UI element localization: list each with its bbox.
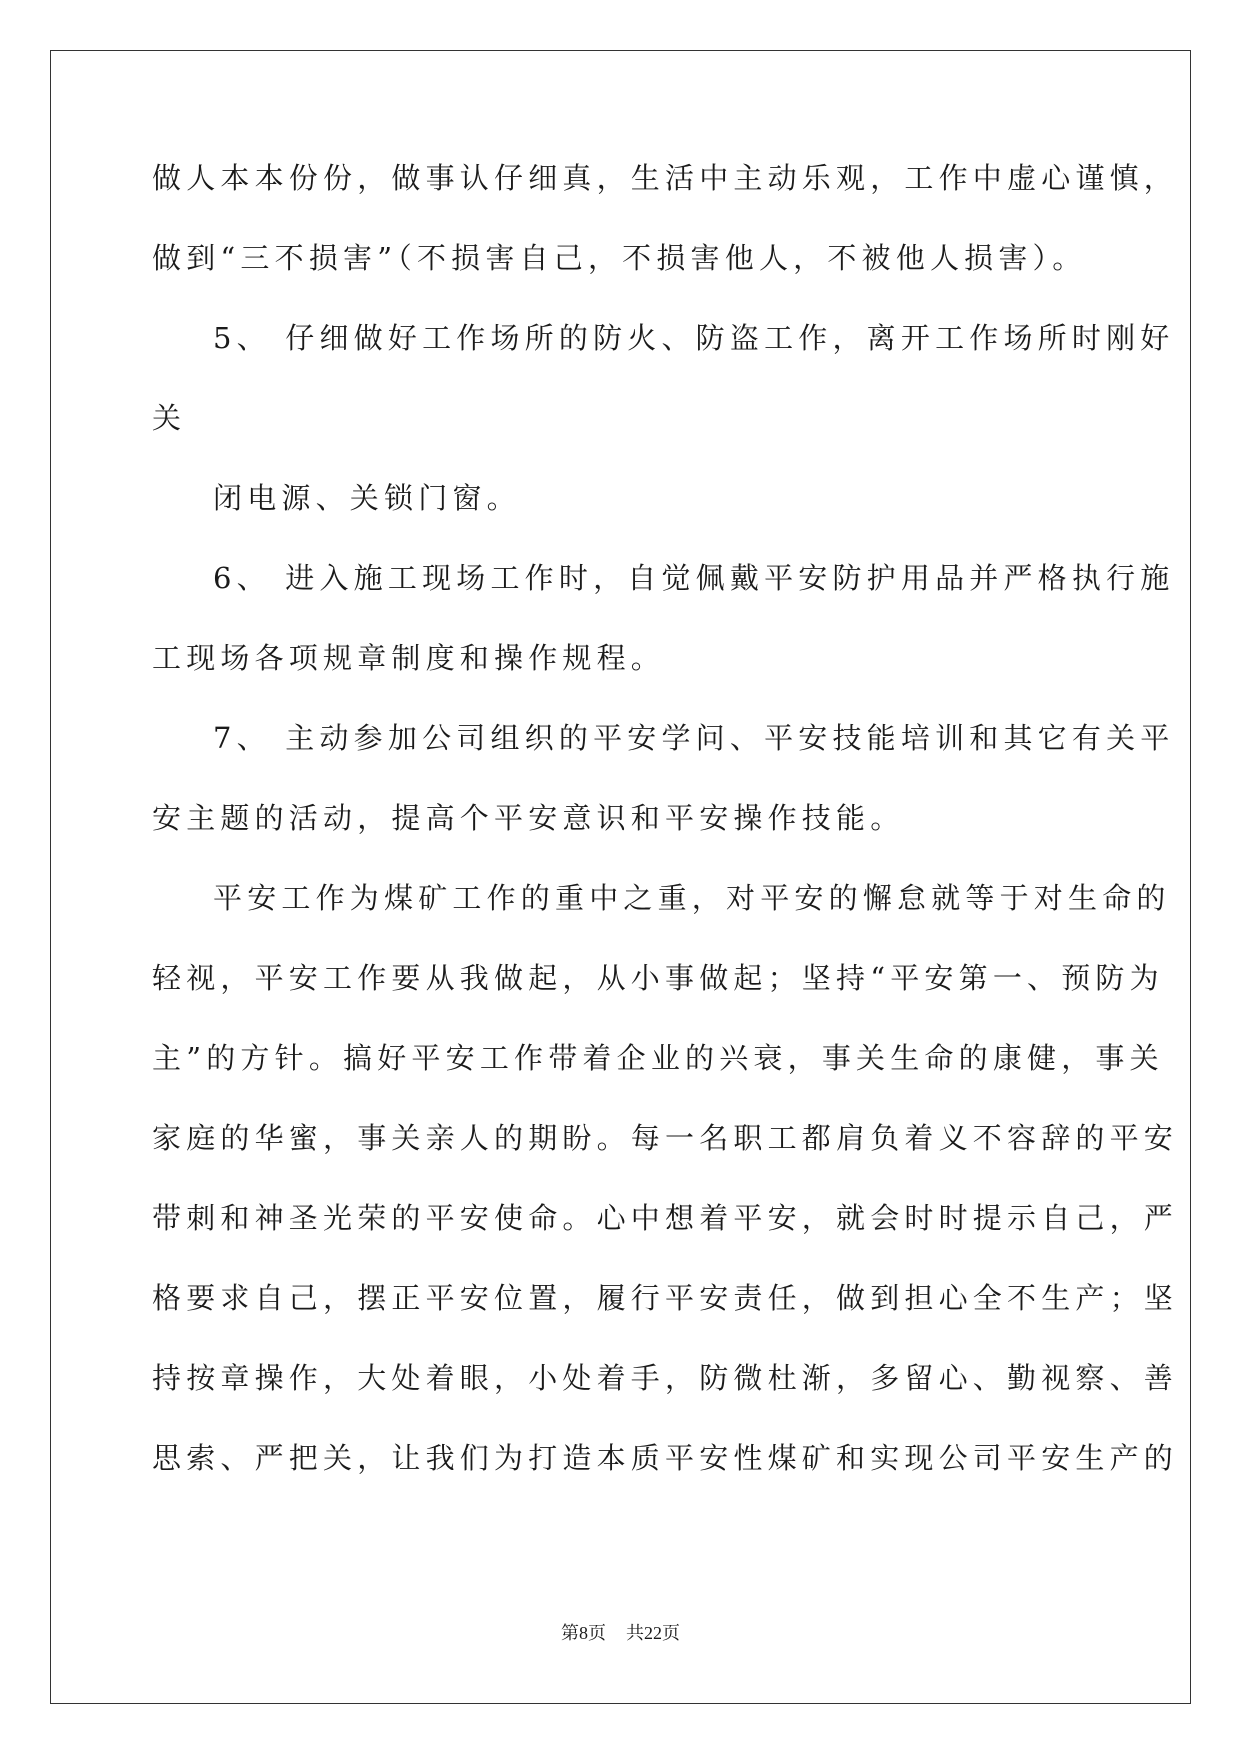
text-line: 轻视，平安工作要从我做起，从小事做起；坚持“平安第一、预防为	[152, 961, 1164, 995]
text-line: 思索、严把关，让我们为打造本质平安性煤矿和实现公司平安生产的	[152, 1441, 1179, 1475]
text-line: 带刺和神圣光荣的平安使命。心中想着平安，就会时时提示自己，严	[152, 1201, 1179, 1235]
page-total: 共22页	[626, 1623, 680, 1643]
text-line: 闭电源、关锁门窗。	[213, 481, 521, 515]
text-line: 做到“三不损害”（不损害自己，不损害他人，不被他人损害）。	[152, 241, 1087, 275]
text-line: 平安工作为煤矿工作的重中之重，对平安的懈怠就等于对生命的	[213, 881, 1171, 915]
text-line: 关	[152, 401, 187, 435]
text-line: 5、 仔细做好工作场所的防火、防盗工作，离开工作场所时刚好	[213, 321, 1175, 355]
page-footer	[0, 1621, 1241, 1645]
text-line: 做人本本份份，做事认仔细真，生活中主动乐观，工作中虚心谨慎，	[152, 161, 1179, 195]
page-number: 第8页	[561, 1623, 606, 1643]
text-line: 主”的方针。搞好平安工作带着企业的兴衰，事关生命的康健，事关	[152, 1041, 1164, 1075]
text-line: 工现场各项规章制度和操作规程。	[152, 641, 666, 675]
text-line: 持按章操作，大处着眼，小处着手，防微杜渐，多留心、勤视察、善	[152, 1361, 1179, 1395]
text-line: 7、 主动参加公司组织的平安学问、平安技能培训和其它有关平	[213, 721, 1175, 755]
text-line: 家庭的华蜜，事关亲人的期盼。每一名职工都肩负着义不容辞的平安	[152, 1121, 1179, 1155]
text-line: 格要求自己，摆正平安位置，履行平安责任，做到担心全不生产；坚	[152, 1281, 1179, 1315]
text-line: 6、 进入施工现场工作时，自觉佩戴平安防护用品并严格执行施	[213, 561, 1175, 595]
text-line: 安主题的活动，提高个平安意识和平安操作技能。	[152, 801, 905, 835]
